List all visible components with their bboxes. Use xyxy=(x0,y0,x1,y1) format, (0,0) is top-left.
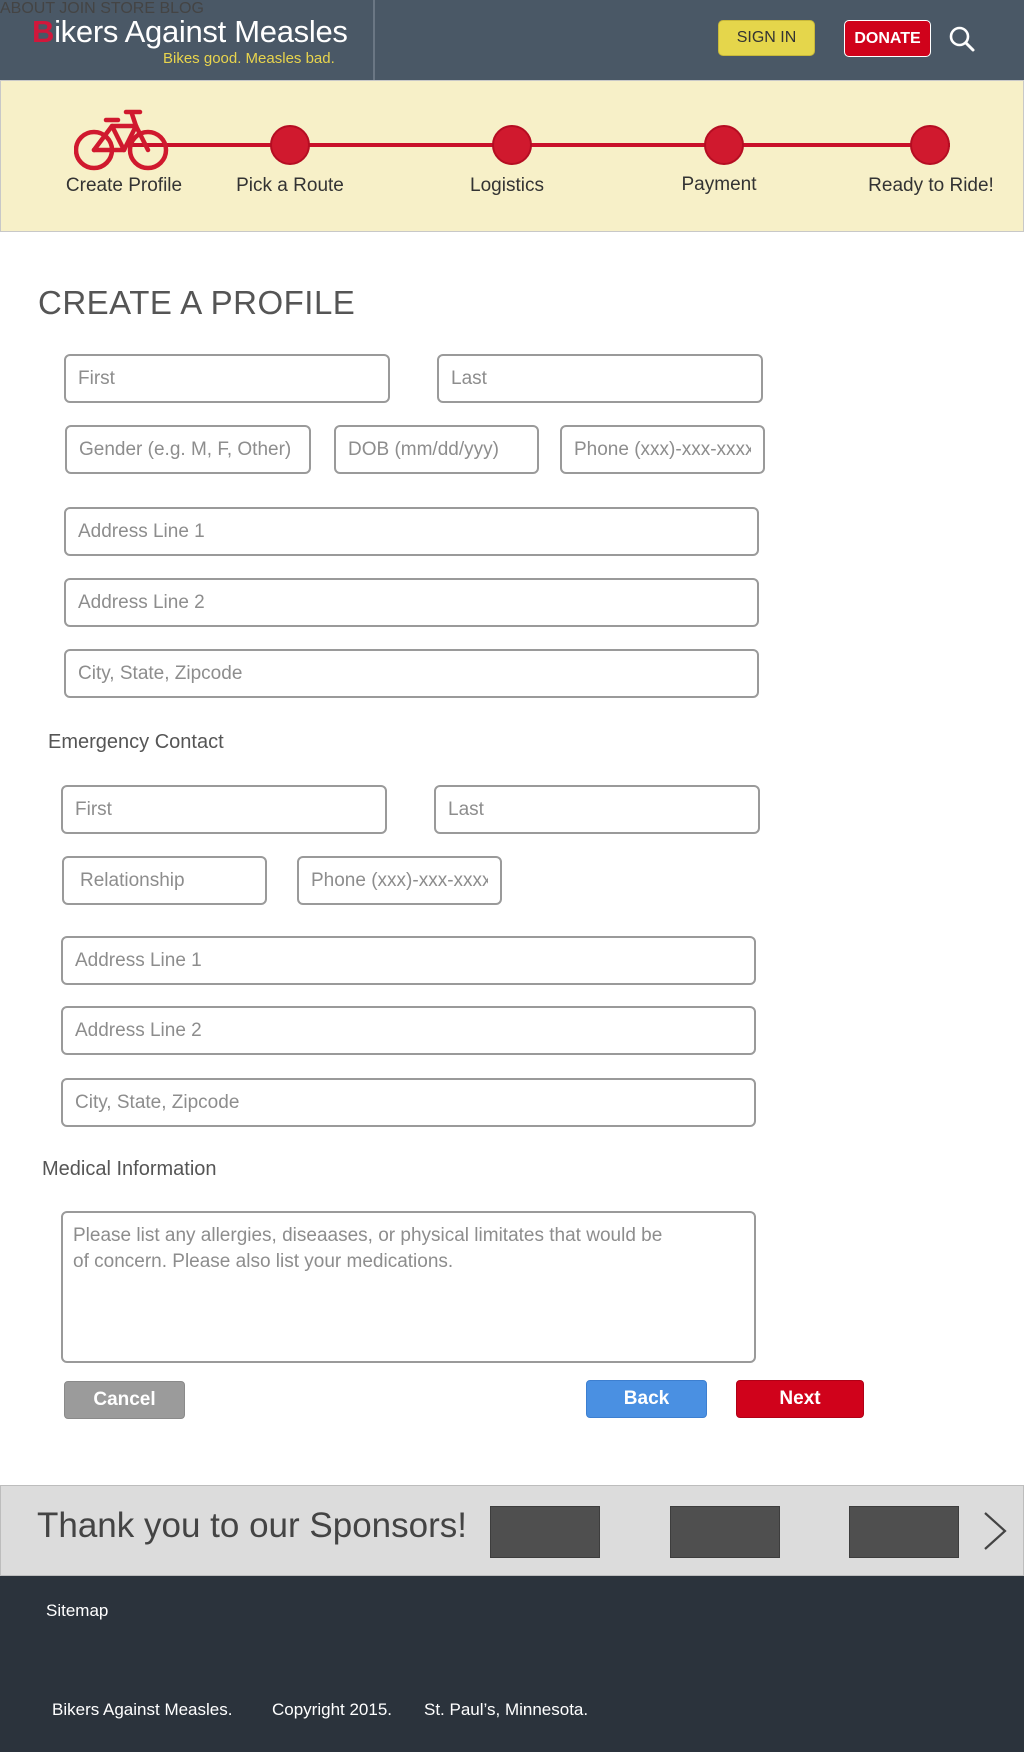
nav-store[interactable]: STORE xyxy=(100,0,156,17)
address-line-2-input[interactable] xyxy=(64,578,759,627)
last-name-input[interactable] xyxy=(437,354,763,403)
step-dot-logistics[interactable] xyxy=(492,125,532,165)
emergency-phone-input[interactable] xyxy=(297,856,502,905)
cancel-button[interactable]: Cancel xyxy=(64,1381,185,1419)
sign-in-button[interactable]: SIGN IN xyxy=(718,20,815,56)
donate-button[interactable]: DONATE xyxy=(844,20,931,57)
step-label-ready: Ready to Ride! xyxy=(868,175,994,196)
step-label-pick-route: Pick a Route xyxy=(236,175,344,196)
sponsor-logo[interactable] xyxy=(490,1506,600,1558)
back-button[interactable]: Back xyxy=(586,1380,707,1418)
nav-join[interactable]: JOIN xyxy=(59,0,96,17)
logo-title xyxy=(32,14,348,50)
nav-about[interactable]: ABOUT xyxy=(0,0,55,17)
site-footer xyxy=(0,1576,1024,1752)
chevron-right-icon[interactable] xyxy=(979,1510,1009,1552)
medical-information-textarea[interactable] xyxy=(61,1211,756,1363)
bicycle-icon xyxy=(74,106,170,176)
phone-input[interactable] xyxy=(560,425,765,474)
logo-tagline: Bikes good. Measles bad. xyxy=(163,50,335,67)
first-name-input[interactable] xyxy=(64,354,390,403)
site-header xyxy=(0,0,1024,80)
medical-information-label: Medical Information xyxy=(42,1158,217,1180)
sponsor-logo[interactable] xyxy=(670,1506,780,1558)
step-label-payment: Payment xyxy=(681,174,757,195)
page-title: CREATE A PROFILE xyxy=(38,284,356,321)
step-dot-pick-route[interactable] xyxy=(270,125,310,165)
emergency-last-name-input[interactable] xyxy=(434,785,760,834)
step-dot-ready[interactable] xyxy=(910,125,950,165)
site-logo[interactable] xyxy=(28,10,348,70)
search-icon[interactable] xyxy=(948,25,976,53)
city-state-zip-input[interactable] xyxy=(64,649,759,698)
step-dot-payment[interactable] xyxy=(704,125,744,165)
address-line-1-input[interactable] xyxy=(64,507,759,556)
sponsor-logo[interactable] xyxy=(849,1506,959,1558)
nav-blog[interactable]: BLOG xyxy=(159,0,204,17)
emergency-contact-label: Emergency Contact xyxy=(48,731,224,753)
footer-location: St. Paul’s, Minnesota. xyxy=(424,1700,589,1719)
gender-input[interactable] xyxy=(65,425,311,474)
sponsors-bar xyxy=(0,1485,1024,1576)
sitemap-link[interactable]: Sitemap xyxy=(46,1601,109,1620)
emergency-first-name-input[interactable] xyxy=(61,785,387,834)
step-label-logistics: Logistics xyxy=(470,175,544,196)
step-label-create-profile: Create Profile xyxy=(65,175,183,196)
logo-initial: B xyxy=(32,14,55,49)
header-divider xyxy=(373,0,375,80)
dob-input[interactable] xyxy=(334,425,539,474)
footer-org: Bikers Against Measles. xyxy=(52,1700,233,1719)
logo-text: ikers Against Measles xyxy=(54,14,348,49)
emergency-address-line-1-input[interactable] xyxy=(61,936,756,985)
progress-line xyxy=(130,143,950,147)
emergency-city-state-zip-input[interactable] xyxy=(61,1078,756,1127)
emergency-address-line-2-input[interactable] xyxy=(61,1006,756,1055)
next-button[interactable]: Next xyxy=(736,1380,864,1418)
emergency-relationship-input[interactable] xyxy=(62,856,267,905)
footer-copyright: Copyright 2015. xyxy=(272,1700,393,1719)
sponsors-title: Thank you to our Sponsors! xyxy=(37,1506,467,1545)
